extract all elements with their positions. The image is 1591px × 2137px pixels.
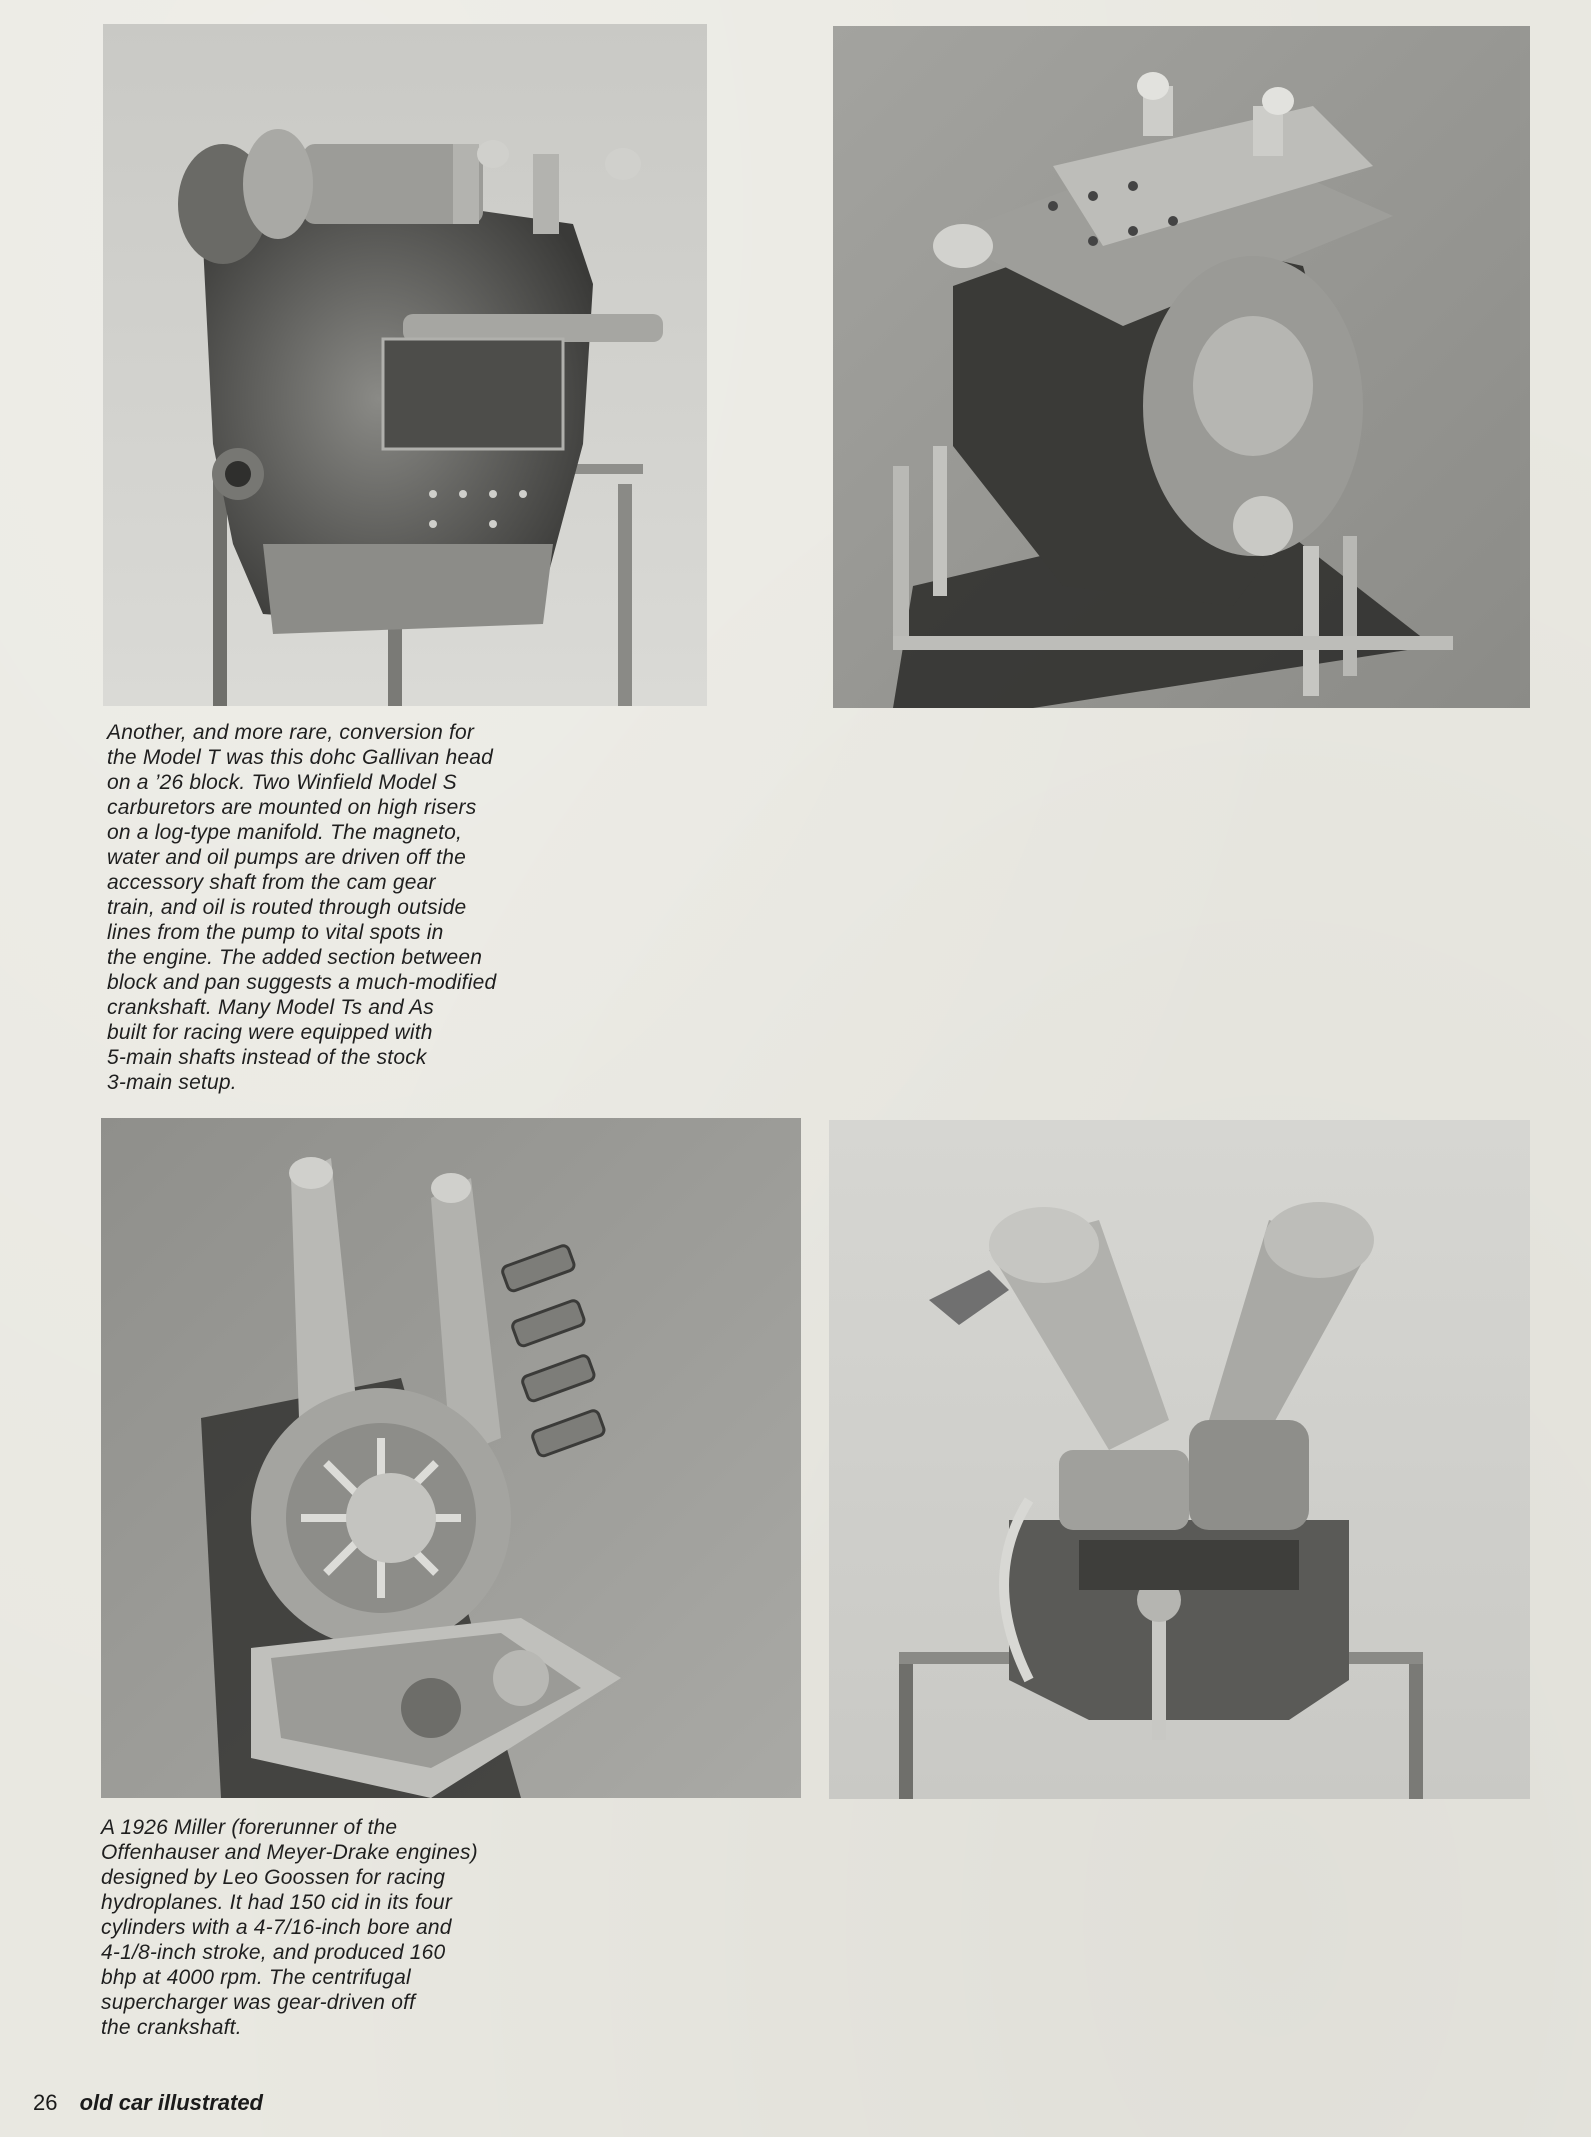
photo-miller-engine-supercharger xyxy=(101,1118,801,1798)
magazine-title: old car illustrated xyxy=(79,2090,263,2115)
photo-miller-engine-end xyxy=(829,1120,1530,1799)
caption-gallivan xyxy=(107,720,496,1095)
caption-line: 5-main shafts instead of the stock xyxy=(107,1046,427,1069)
caption-line: the Model T was this dohc Gallivan head xyxy=(107,746,494,769)
caption-line: on a ’26 block. Two Winfield Model S xyxy=(107,771,457,794)
caption-line: block and pan suggests a much-modified xyxy=(107,971,497,994)
caption-line: built for racing were equipped with xyxy=(107,1021,433,1044)
caption-line: 4-1/8-inch stroke, and produced 160 xyxy=(101,1941,446,1964)
caption-line: the engine. The added section between xyxy=(107,946,483,969)
caption-line: the crankshaft. xyxy=(101,2016,242,2039)
caption-line: 3-main setup. xyxy=(107,1071,237,1094)
caption-line: hydroplanes. It had 150 cid in its four xyxy=(101,1891,453,1914)
photo-gallivan-engine-front xyxy=(103,24,707,706)
caption-line: water and oil pumps are driven off the xyxy=(107,846,466,869)
page-number: 26 xyxy=(33,2090,58,2115)
caption-line: designed by Leo Goossen for racing xyxy=(101,1866,446,1889)
caption-line: on a log-type manifold. The magneto, xyxy=(107,821,463,844)
caption-line: supercharger was gear-driven off xyxy=(101,1991,416,2014)
caption-line: Another, and more rare, conversion for xyxy=(107,721,475,744)
caption-miller xyxy=(101,1815,478,2040)
caption-line: lines from the pump to vital spots in xyxy=(107,921,444,944)
caption-line: Offenhauser and Meyer-Drake engines) xyxy=(101,1841,478,1864)
caption-line: crankshaft. Many Model Ts and As xyxy=(107,996,434,1019)
caption-line: train, and oil is routed through outside xyxy=(107,896,467,919)
caption-line: accessory shaft from the cam gear xyxy=(107,871,436,894)
page-footer xyxy=(33,2090,263,2116)
caption-line: bhp at 4000 rpm. The centrifugal xyxy=(101,1966,411,1989)
caption-line: A 1926 Miller (forerunner of the xyxy=(101,1816,398,1839)
caption-line: carburetors are mounted on high risers xyxy=(107,796,477,819)
photo-gallivan-engine-top xyxy=(833,26,1530,708)
caption-line: cylinders with a 4-7/16-inch bore and xyxy=(101,1916,452,1939)
